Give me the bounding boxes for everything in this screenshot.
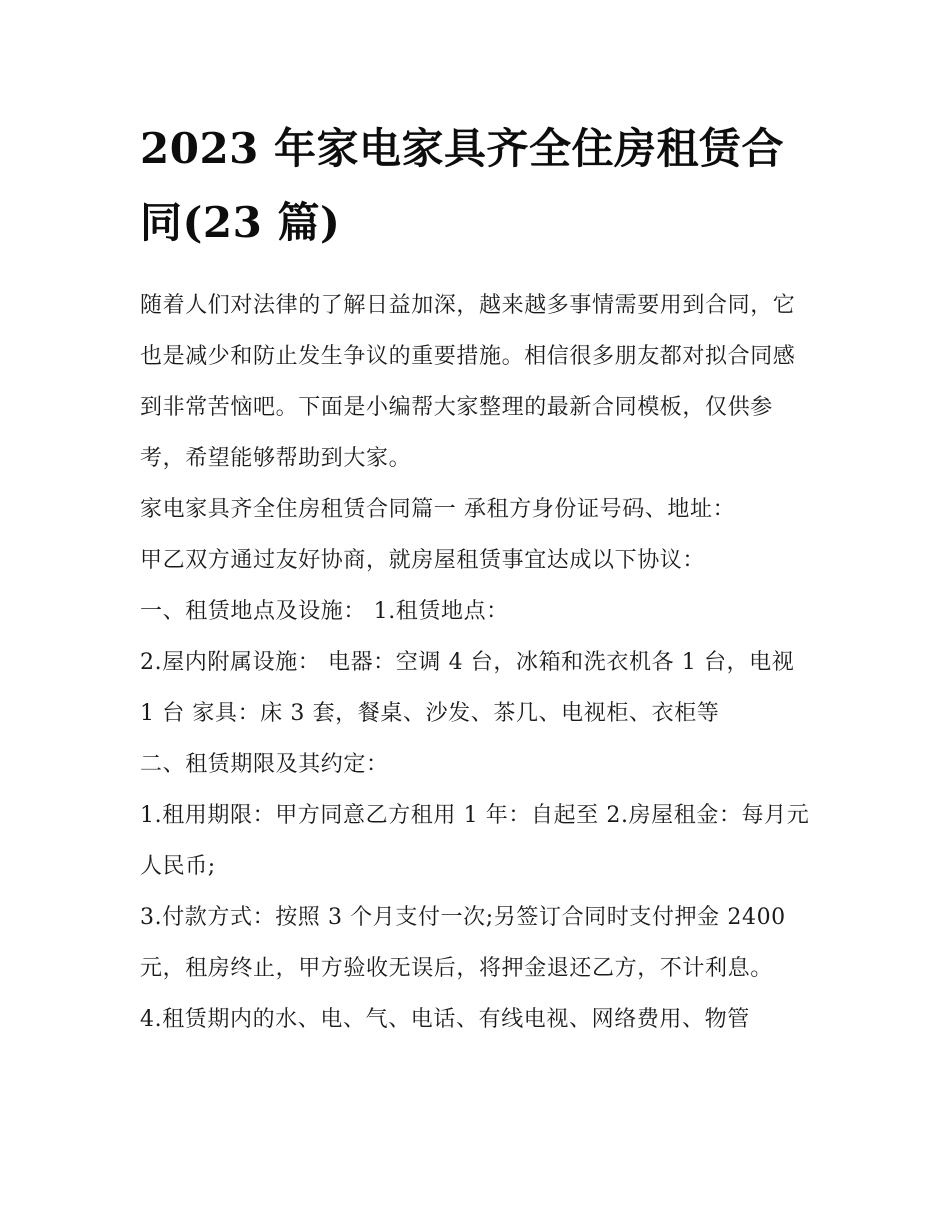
paragraph-clause-2: 二、租赁期限及其约定： [140,752,389,777]
document-body [140,112,815,1045]
document-title: 2023 年家电家具齐全住房租赁合同(23 篇) [140,124,785,247]
paragraph-facilities: 2.屋内附属设施： 电器：空调 4 台，冰箱和洗衣机各 1 台，电视 1 台 家具：床 3 套，餐桌、沙发、茶几、电视柜、衣柜等 [140,650,795,726]
paragraph-term-rent: 1.租用期限：甲方同意乙方租用 1 年：自起至 2.房屋租金：每月元人民币; [140,803,810,879]
paragraph-clause-1: 一、租赁地点及设施： 1.租赁地点： [140,599,509,624]
paragraph-payment: 3.付款方式：按照 3 个月支付一次;另签订合同时支付押金 2400 元，租房终止，甲方验收无误后，将押金退还乙方，不计利息。 [140,905,786,981]
paragraph-section-heading: 家电家具齐全住房租赁合同篇一 承租方身份证号码、地址： [140,497,736,522]
paragraph-agreement: 甲乙双方通过友好协商，就房屋租赁事宜达成以下协议： [140,548,706,573]
paragraph-intro: 随着人们对法律的了解日益加深，越来越多事情需要用到合同，它也是减少和防止发生争议的重要措施。相信很多朋友都对拟合同感到非常苦恼吧。下面是小编帮大家整理的最新合同模板，仅供参考，希望能够帮助到大家。 [140,293,796,471]
paragraph-utilities: 4.租赁期内的水、电、气、电话、有线电视、网络费用、物管 [140,1007,750,1032]
